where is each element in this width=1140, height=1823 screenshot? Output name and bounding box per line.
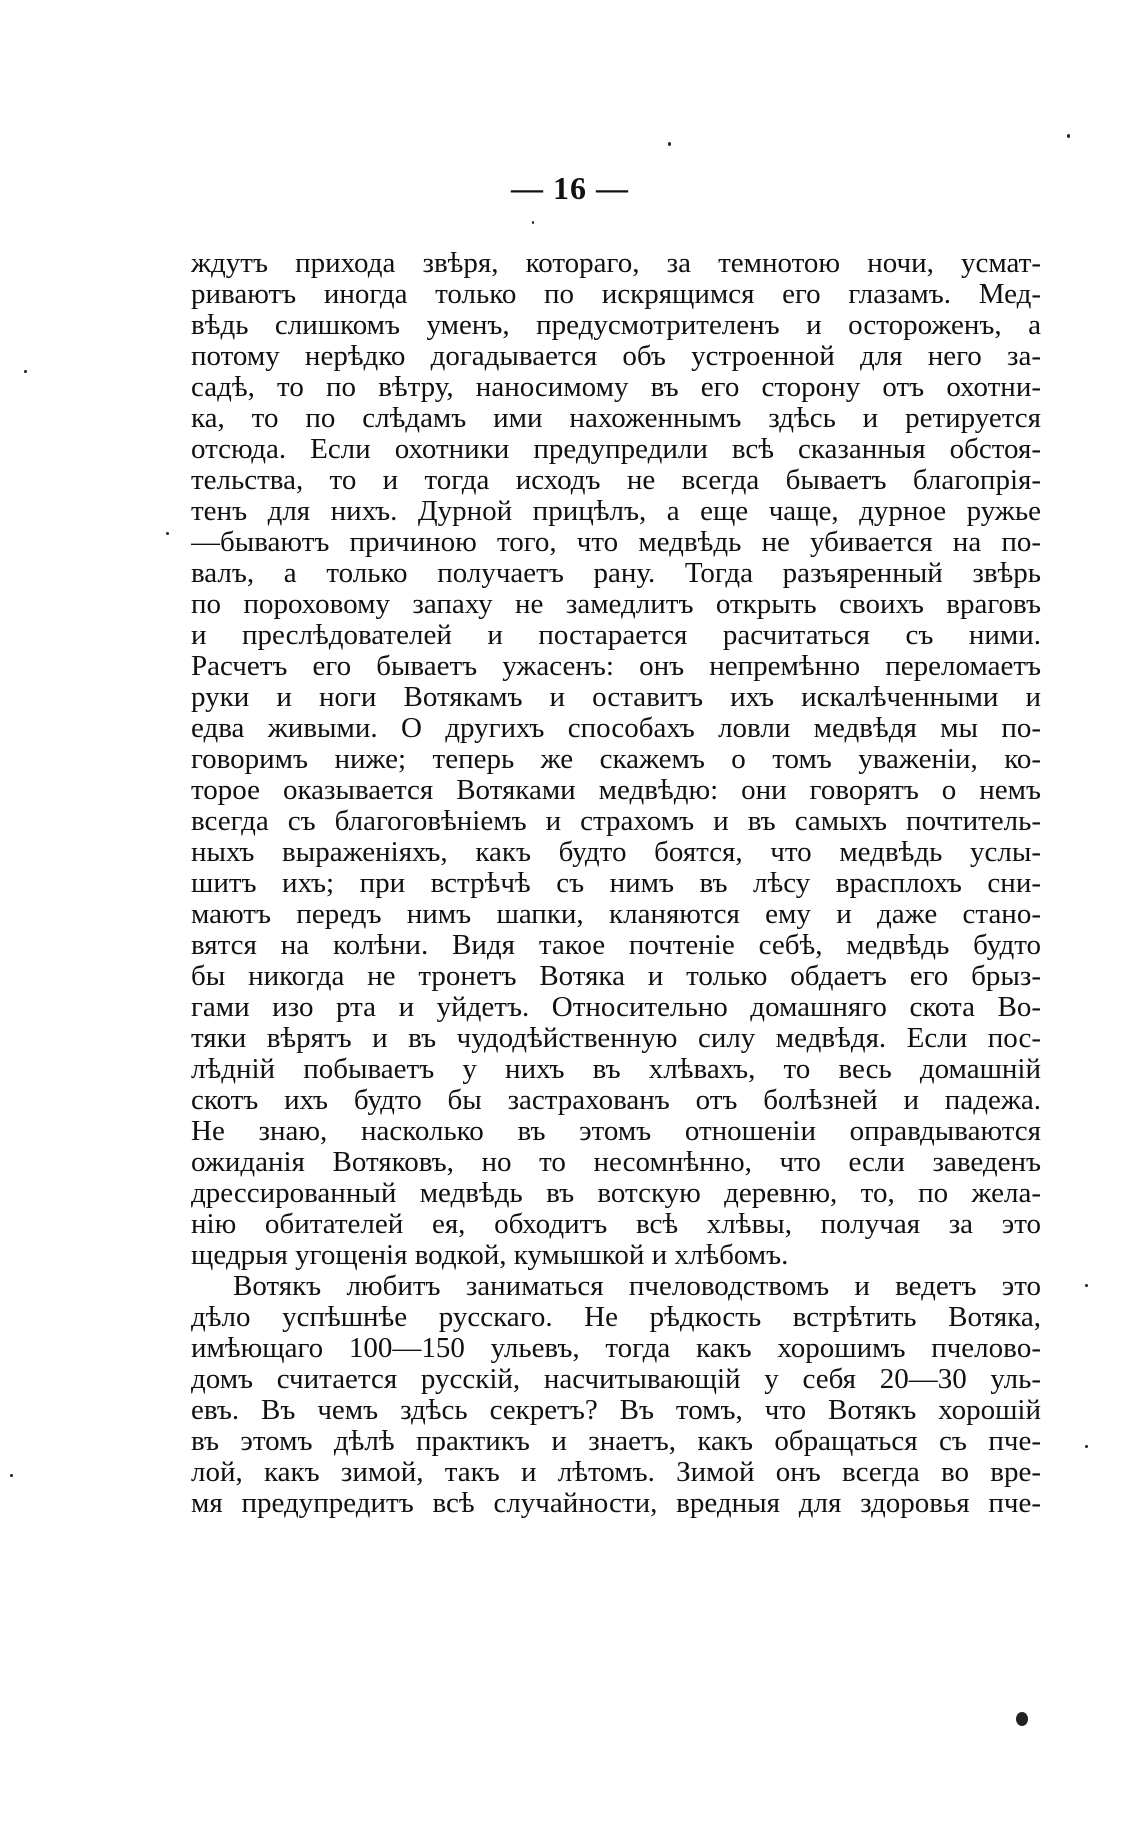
text-line: садѣ, то по вѣтру, наносимому въ его сторону отъ охотни- — [191, 372, 1041, 403]
text-line: ка, то по слѣдамъ ими нахоженнымъ здѣсь и ретируется — [191, 403, 1041, 434]
text-line: и преслѣдователей и постарается расчитаться съ ними. — [191, 620, 1041, 651]
scan-speck — [10, 1474, 13, 1477]
text-line: потому нерѣдко догадывается объ устроенной для него за- — [191, 341, 1041, 372]
text-line: шитъ ихъ; при встрѣчѣ съ нимъ въ лѣсу врасплохъ сни- — [191, 868, 1041, 899]
text-line: въ этомъ дѣлѣ практикъ и знаетъ, какъ обращаться съ пче- — [191, 1426, 1041, 1457]
text-line: маютъ передъ нимъ шапки, кланяются ему и даже стано- — [191, 899, 1041, 930]
text-line: отсюда. Если охотники предупредили всѣ сказанныя обстоя- — [191, 434, 1041, 465]
scan-speck — [1016, 1712, 1028, 1726]
text-line: вятся на колѣни. Видя такое почтеніе себѣ, медвѣдь будто — [191, 930, 1041, 961]
text-line: всегда съ благоговѣніемъ и страхомъ и въ самыхъ почтитель- — [191, 806, 1041, 837]
text-line: имѣющаго 100—150 ульевъ, тогда какъ хорошимъ пчеловo- — [191, 1333, 1041, 1364]
scan-speck — [532, 221, 534, 224]
text-line: бы никогда не тронетъ Вотяка и только обдаетъ его брыз- — [191, 961, 1041, 992]
scan-speck — [166, 532, 169, 535]
page-number: — 16 — — [511, 170, 629, 206]
text-line: лѣдній побываетъ у нихъ въ хлѣвахъ, то весь домашній — [191, 1054, 1041, 1085]
text-line: дѣло успѣшнѣе русскаго. Не рѣдкость встрѣтить Вотяка, — [191, 1302, 1041, 1333]
scan-speck — [1085, 1284, 1088, 1287]
text-line: Не знаю, насколько въ этомъ отношеніи оправдываются — [191, 1116, 1041, 1147]
text-line: ждутъ прихода звѣря, котораго, за темнотою ночи, усмат- — [191, 248, 1041, 279]
scan-speck — [668, 142, 671, 146]
text-line: нію обитателей ея, обходитъ всѣ хлѣвы, получая за это — [191, 1209, 1041, 1240]
text-line: евъ. Въ чемъ здѣсь секретъ? Въ томъ, что Вотякъ хорошій — [191, 1395, 1041, 1426]
scan-speck — [1085, 1445, 1088, 1448]
text-line: тельства, то и тогда исходъ не всегда бываетъ благопрія- — [191, 465, 1041, 496]
text-line: руки и ноги Вотякамъ и оставитъ ихъ искалѣченными и — [191, 682, 1041, 713]
text-line: тенъ для нихъ. Дурной прицѣлъ, а еще чаще, дурное ружье — [191, 496, 1041, 527]
text-line: тяки вѣрятъ и въ чудодѣйственную силу медвѣдя. Если пос- — [191, 1023, 1041, 1054]
paragraph-1 — [191, 248, 1041, 1271]
scan-speck — [24, 370, 27, 373]
text-line: Вотякъ любитъ заниматься пчеловодствомъ и ведетъ это — [233, 1271, 1041, 1302]
paragraph-2 — [191, 1271, 1041, 1519]
text-line: риваютъ иногда только по искрящимся его глазамъ. Мед- — [191, 279, 1041, 310]
body-text — [191, 248, 1041, 1519]
text-line: мя предупредитъ всѣ случайности, вредныя для здоровья пче- — [191, 1488, 1041, 1519]
text-line: —бываютъ причиною того, что медвѣдь не убивается на по- — [191, 527, 1041, 558]
text-line: дрессированный медвѣдь въ вотскую деревню, то, по жела- — [191, 1178, 1041, 1209]
text-line: гами изо рта и уйдетъ. Относительно домашняго скота Во- — [191, 992, 1041, 1023]
text-line: говоримъ ниже; теперь же скажемъ о томъ уваженіи, ко- — [191, 744, 1041, 775]
text-line: вѣдь слишкомъ уменъ, предусмотрителенъ и остороженъ, а — [191, 310, 1041, 341]
text-line: лой, какъ зимой, такъ и лѣтомъ. Зимой онъ всегда во вре- — [191, 1457, 1041, 1488]
text-line: скотъ ихъ будто бы застрахованъ отъ болѣзней и падежа. — [191, 1085, 1041, 1116]
text-line: едва живыми. О другихъ способахъ ловли медвѣдя мы по- — [191, 713, 1041, 744]
text-line: щедрыя угощенія водкой, кумышкой и хлѣбомъ. — [191, 1240, 789, 1271]
text-line: по пороховому запаху не замедлитъ открыть своихъ враговъ — [191, 589, 1041, 620]
text-line: Расчетъ его бываетъ ужасенъ: онъ непремѣнно переломаетъ — [191, 651, 1041, 682]
text-line: ныхъ выраженіяхъ, какъ будто боятся, что медвѣдь услы- — [191, 837, 1041, 868]
text-line: домъ считается русскій, насчитывающій у себя 20—30 уль- — [191, 1364, 1041, 1395]
text-line: ожиданія Вотяковъ, но то несомнѣнно, что если заведенъ — [191, 1147, 1041, 1178]
text-line: торое оказывается Вотяками медвѣдю: они говорятъ о немъ — [191, 775, 1041, 806]
scan-speck — [1067, 134, 1070, 138]
text-line: валъ, а только получаетъ рану. Тогда разъяренный звѣрь — [191, 558, 1041, 589]
